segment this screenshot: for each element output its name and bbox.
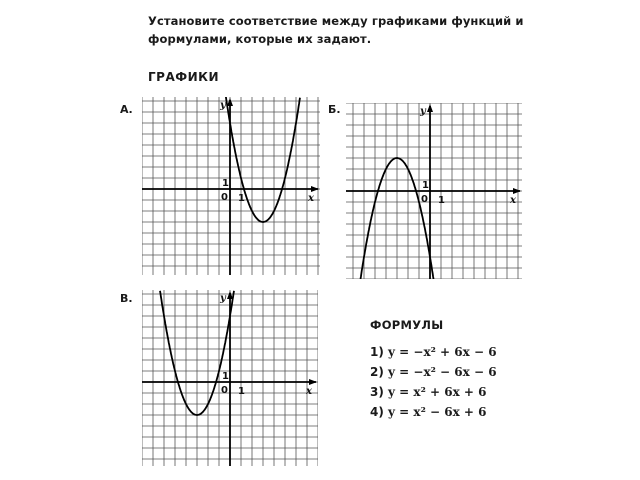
- graph-a-x-label: x: [308, 193, 314, 204]
- graph-a-tick-y: 1: [222, 178, 229, 189]
- formulas-block: [370, 318, 620, 422]
- formula-1: [370, 342, 620, 362]
- formula-3: [370, 382, 620, 402]
- graph-c-tick-x: 1: [238, 386, 245, 397]
- graph-c: [142, 290, 318, 466]
- graph-c-y-label: y: [220, 293, 226, 304]
- graph-b-x-label: x: [510, 195, 516, 206]
- formula-2-number: 2): [370, 365, 384, 379]
- task-text: Установите соответствие между графиками функций и формулами, которые их задают.: [148, 14, 524, 46]
- graph-b-x-arrow: [513, 188, 521, 194]
- graphs-heading: ГРАФИКИ: [148, 70, 220, 84]
- graph-a-origin: 0: [221, 192, 228, 203]
- graph-b-tick-x: 1: [438, 195, 445, 206]
- graph-b-label: Б.: [328, 103, 341, 116]
- formulas-heading: ФОРМУЛЫ: [370, 318, 444, 332]
- graph-b: [346, 103, 522, 279]
- formula-4-text: y = x² − 6x + 6: [388, 405, 487, 419]
- formula-2-text: y = −x² − 6x − 6: [388, 365, 497, 379]
- formula-3-text: y = x² + 6x + 6: [388, 385, 487, 399]
- graph-c-tick-y: 1: [222, 371, 229, 382]
- graph-c-origin: 0: [221, 385, 228, 396]
- formula-1-text: y = −x² + 6x − 6: [388, 345, 497, 359]
- graph-a-y-label: y: [220, 100, 226, 111]
- graph-b-y-arrow: [427, 104, 433, 112]
- graph-b-y-label: y: [420, 106, 426, 117]
- formula-4-number: 4): [370, 405, 384, 419]
- graph-a-tick-x: 1: [238, 193, 245, 204]
- formula-2: [370, 362, 620, 382]
- graph-c-x-label: x: [306, 386, 312, 397]
- graph-a-label: А.: [120, 103, 133, 116]
- graph-b-tick-y: 1: [422, 180, 429, 191]
- formula-1-number: 1): [370, 345, 384, 359]
- graph-c-label: В.: [120, 292, 133, 305]
- formula-4: [370, 402, 620, 422]
- graph-a: [142, 97, 320, 275]
- graph-c-x-arrow: [309, 379, 317, 385]
- graph-b-origin: 0: [421, 194, 428, 205]
- formula-3-number: 3): [370, 385, 384, 399]
